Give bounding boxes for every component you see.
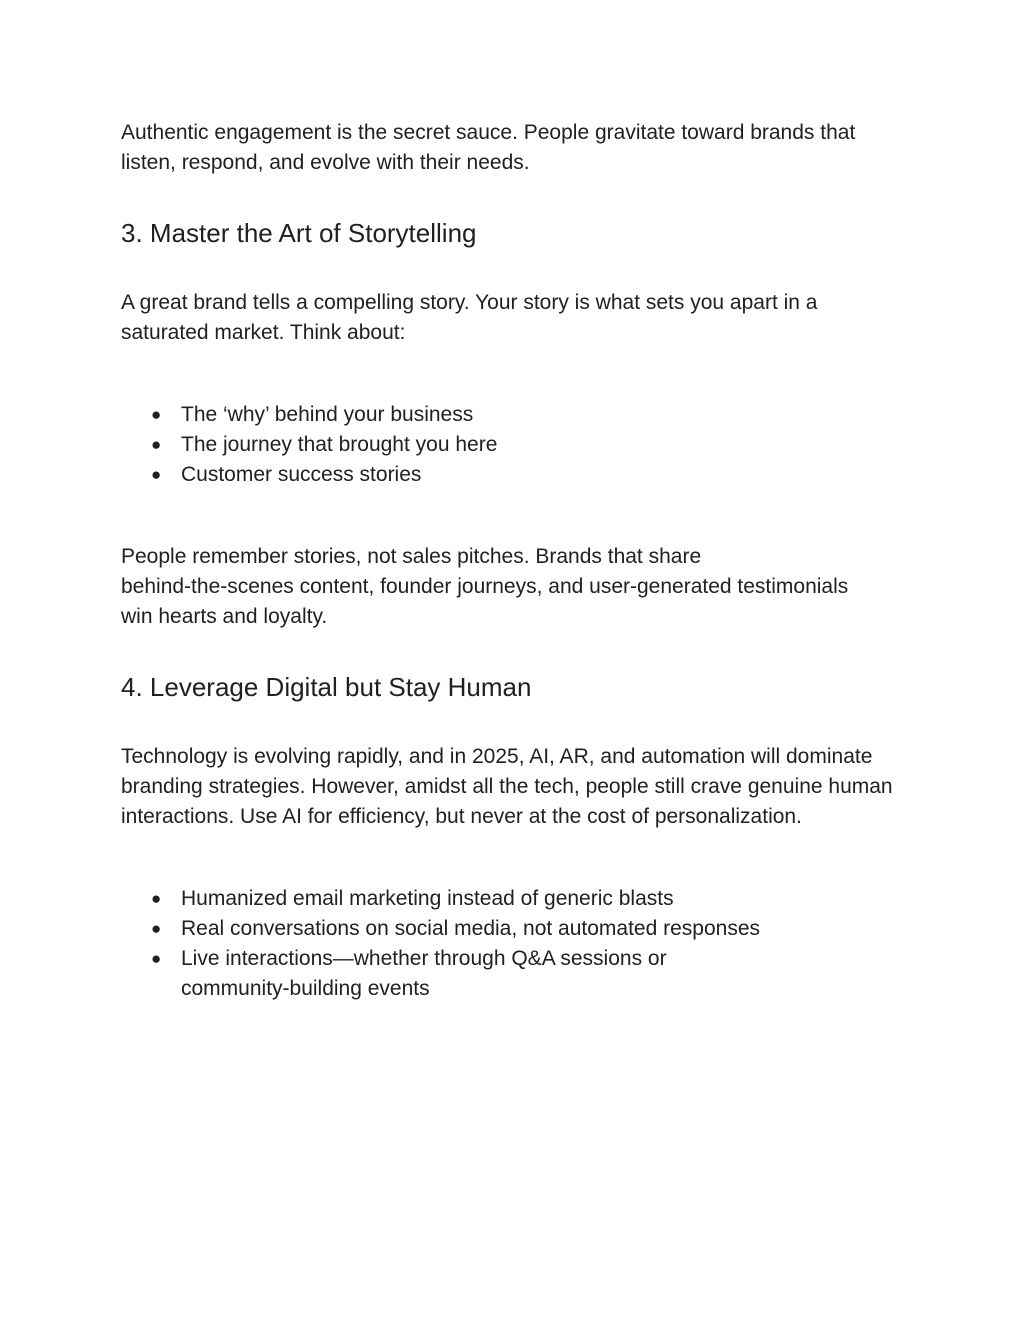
list-item-text: Humanized email marketing instead of generic blasts	[181, 887, 674, 910]
section-3-bullet-list	[121, 400, 921, 490]
paragraph-line: behind-the-scenes content, founder journeys, and user-generated testimonials	[121, 575, 849, 598]
paragraph-line: win hearts and loyalty.	[121, 605, 328, 628]
list-item	[121, 430, 921, 460]
section-4-bullet-list	[121, 884, 821, 1004]
document-page	[121, 118, 921, 1004]
bullet-icon: ●	[151, 889, 162, 908]
section-4-heading: 4. Leverage Digital but Stay Human	[121, 672, 532, 702]
section-3-paragraph-2	[121, 542, 921, 632]
list-item	[121, 944, 741, 1004]
list-item	[121, 400, 921, 430]
list-item	[121, 914, 821, 944]
list-item	[121, 460, 921, 490]
bullet-icon: ●	[151, 919, 162, 938]
bullet-icon: ●	[151, 949, 162, 968]
bullet-icon: ●	[151, 435, 162, 454]
list-item-text: Real conversations on social media, not automated responses	[181, 917, 760, 940]
list-item-text: The ‘why’ behind your business	[181, 403, 474, 426]
list-item	[121, 884, 821, 914]
intro-paragraph: Authentic engagement is the secret sauce. People gravitate toward brands that listen, respond, and evolve with their needs.	[121, 121, 856, 174]
bullet-icon: ●	[151, 465, 162, 484]
section-4-paragraph-1: Technology is evolving rapidly, and in 2025, AI, AR, and automation will dominate branding strategies. However, amidst all the tech, people still crave genuine human interactions. Use AI for efficiency, but never at the cost of personalization.	[121, 745, 893, 828]
bullet-icon: ●	[151, 405, 162, 424]
list-item-text: Customer success stories	[181, 463, 422, 486]
list-item-text: Live interactions—whether through Q&A sessions or community-building events	[181, 947, 667, 1000]
paragraph-line: People remember stories, not sales pitches. Brands that share	[121, 545, 702, 568]
list-item-text: The journey that brought you here	[181, 433, 498, 456]
section-3-heading: 3. Master the Art of Storytelling	[121, 218, 477, 248]
section-3-paragraph-1: A great brand tells a compelling story. Your story is what sets you apart in a saturated market. Think about:	[121, 291, 818, 344]
